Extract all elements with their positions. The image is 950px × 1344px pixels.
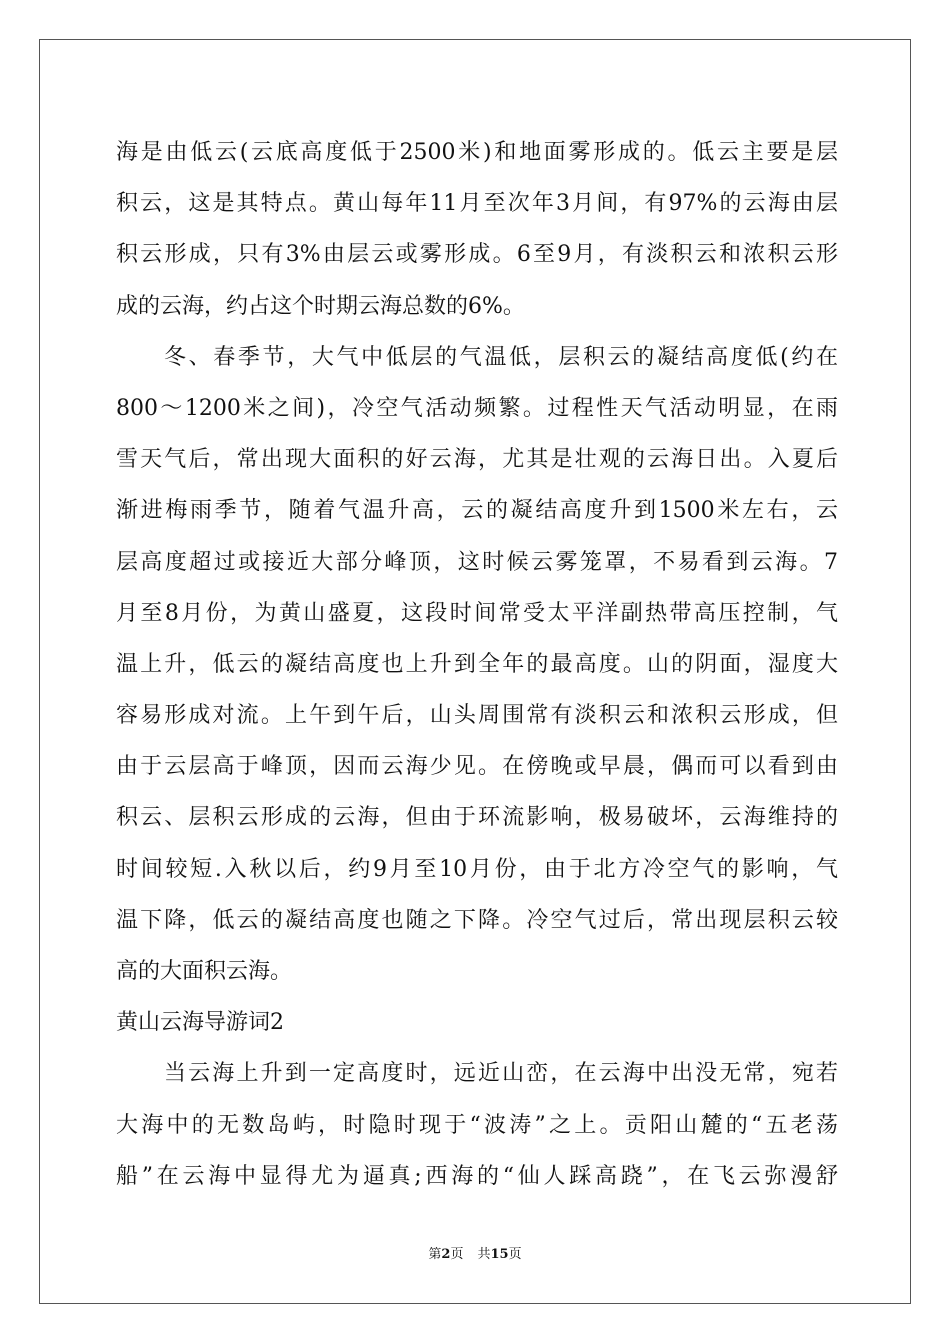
total-prefix: 共 bbox=[477, 1247, 491, 1262]
text-line: 当云海上升到一定高度时，远近山峦，在云海中出没无常，宛若 bbox=[164, 1061, 838, 1087]
page-prefix: 第 bbox=[428, 1247, 442, 1262]
page-current: 2 bbox=[441, 1247, 451, 1262]
document-body bbox=[116, 127, 838, 1202]
total-unit: 页 bbox=[508, 1247, 522, 1262]
text-line: 容易形成对流。上午到午后，山头周围常有淡积云和浓积云形成，但 bbox=[116, 703, 838, 729]
page-unit: 页 bbox=[450, 1247, 464, 1262]
text-line: 温上升，低云的凝结高度也上升到全年的最高度。山的阴面，湿度大 bbox=[116, 651, 838, 677]
text-line: 时间较短.入秋以后，约9月至10月份，由于北方冷空气的影响，气 bbox=[116, 856, 838, 882]
page-footer bbox=[0, 1246, 950, 1264]
text-line: 积云、层积云形成的云海，但由于环流影响，极易破坏，云海维持的 bbox=[116, 805, 838, 831]
text-line: 层高度超过或接近大部分峰顶，这时候云雾笼罩，不易看到云海。7 bbox=[116, 549, 838, 575]
text-line: 高的大面积云海。 bbox=[116, 959, 293, 984]
text-line: 大海中的无数岛屿，时隐时现于“波涛”之上。贡阳山麓的“五老荡 bbox=[116, 1112, 838, 1138]
text-line: 积云，这是其特点。黄山每年11月至次年3月间，有97%的云海由层 bbox=[116, 191, 838, 217]
text-line: 由于云层高于峰顶，因而云海少见。在傍晚或早晨，偶而可以看到由 bbox=[116, 754, 838, 780]
text-line: 雪天气后，常出现大面积的好云海，尤其是壮观的云海日出。入夏后 bbox=[116, 447, 838, 473]
text-line: 船”在云海中显得尤为逼真;西海的“仙人踩高跷”，在飞云弥漫舒 bbox=[116, 1163, 838, 1189]
text-line: 海是由低云(云底高度低于2500米)和地面雾形成的。低云主要是层 bbox=[116, 140, 838, 165]
text-line: 渐进梅雨季节，随着气温升高，云的凝结高度升到1500米左右，云 bbox=[116, 498, 838, 524]
text-line: 积云形成，只有3%由层云或雾形成。6至9月，有淡积云和浓积云形 bbox=[116, 242, 838, 268]
section-heading: 黄山云海导游词2 bbox=[116, 1010, 284, 1036]
text-line: 800～1200米之间)，冷空气活动频繁。过程性天气活动明显，在雨 bbox=[116, 395, 838, 421]
page-total: 15 bbox=[490, 1247, 509, 1262]
text-line: 冬、春季节，大气中低层的气温低，层积云的凝结高度低(约在 bbox=[164, 344, 838, 370]
text-line: 月至8月份，为黄山盛夏，这段时间常受太平洋副热带高压控制，气 bbox=[116, 600, 838, 626]
text-line: 成的云海，约占这个时期云海总数的6%。 bbox=[116, 293, 525, 319]
text-line: 温下降，低云的凝结高度也随之下降。冷空气过后，常出现层积云较 bbox=[116, 907, 838, 933]
